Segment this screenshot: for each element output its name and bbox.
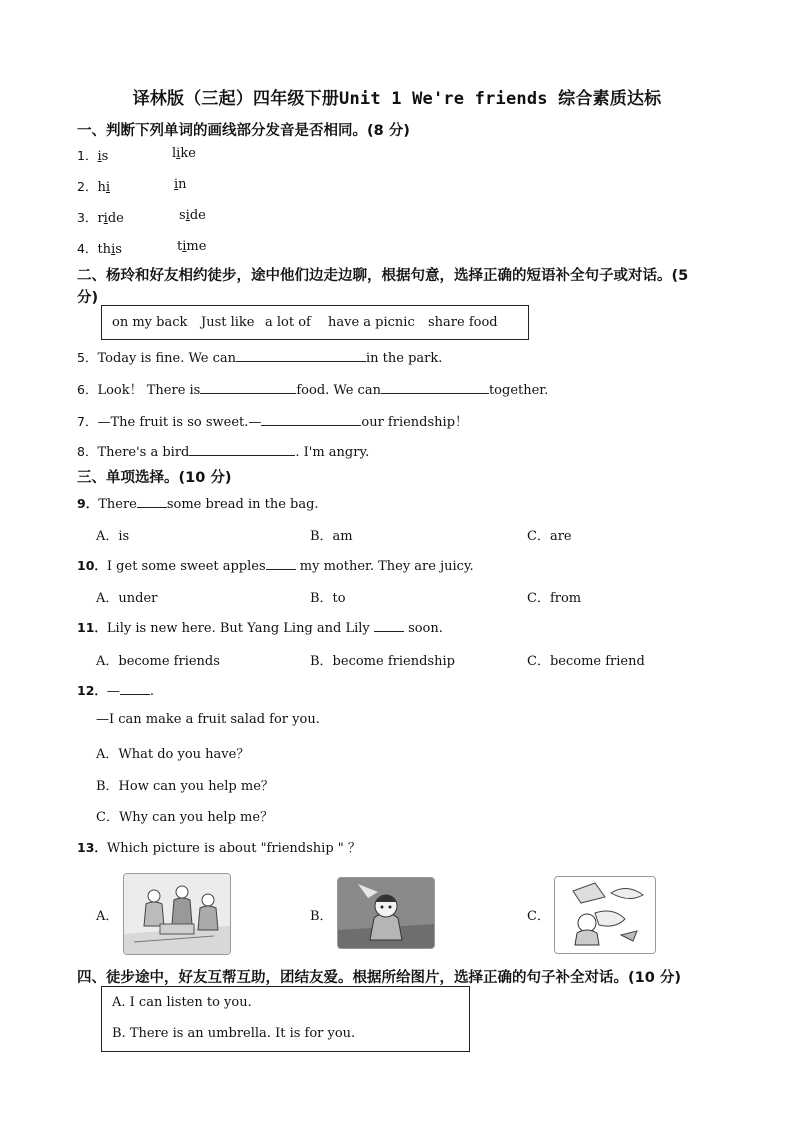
question-11: 11．Lily is new here. But Yang Ling and Lily soon.	[77, 620, 443, 636]
option-a-label: A．	[96, 909, 119, 924]
option-b-label: B．	[310, 909, 333, 924]
option-b[interactable]: B．am	[310, 529, 353, 544]
section2-heading-line2: 分)	[77, 290, 99, 306]
option-b[interactable]: B．How can you help me？	[96, 779, 274, 794]
question-9: 9．There some bread in the bag.	[77, 496, 319, 512]
question-6: 6．Look！ There is food. We can together.	[77, 382, 549, 398]
people-sitting-illustration	[124, 874, 230, 954]
question-7: 7．—The fruit is so sweet.— our friendship！	[77, 414, 469, 430]
option-a[interactable]: A．What do you have？	[96, 747, 250, 762]
option-b-picture[interactable]	[337, 877, 435, 949]
item-number: 1．	[77, 148, 98, 163]
section3-heading: 三、单项选择。(10 分)	[77, 470, 232, 486]
option-a-picture[interactable]	[123, 873, 231, 955]
answer-blank[interactable]	[374, 619, 404, 632]
option-c[interactable]: C．from	[527, 591, 582, 606]
answer-blank[interactable]	[200, 381, 296, 394]
option-c[interactable]: C．are	[527, 529, 572, 544]
word-bank-option: on my back	[112, 315, 188, 330]
cartoon-fight-illustration	[555, 877, 655, 953]
option-b[interactable]: B．to	[310, 591, 346, 606]
answer-blank[interactable]	[381, 381, 489, 394]
underlined-letter: i	[176, 146, 181, 161]
answer-blank[interactable]	[261, 413, 361, 426]
answer-blank[interactable]	[236, 349, 366, 362]
underlined-letter: i	[185, 208, 190, 223]
underlined-letter: i	[182, 239, 187, 254]
question-5: 5．Today is fine. We can in the park.	[77, 350, 443, 366]
cartoon-girl-illustration	[338, 878, 434, 948]
word-bank-option: share food	[428, 315, 498, 330]
sentence-option-b: B. There is an umbrella. It is for you.	[112, 1026, 356, 1041]
question-10: 10．I get some sweet apples my mother. They are juicy.	[77, 558, 474, 574]
answer-blank[interactable]	[137, 495, 167, 508]
underlined-letter: i	[97, 149, 102, 164]
page-title: 译林版（三起）四年级下册Unit 1 We're friends 综合素质达标	[132, 89, 662, 109]
section2-heading-line1: 二、杨玲和好友相约徒步，途中他们边走边聊，根据句意，选择正确的短语补全句子或对话。(5	[77, 268, 689, 284]
item-number: 3．	[77, 210, 98, 225]
option-c-label: C．	[527, 909, 550, 924]
option-a[interactable]: A．become friends	[96, 654, 220, 669]
question-13: 13．Which picture is about "friendship " ？	[77, 840, 361, 856]
option-c-picture[interactable]	[554, 876, 656, 954]
sentence-option-a: A. I can listen to you.	[112, 995, 252, 1010]
option-a[interactable]: A．under	[96, 591, 158, 606]
word-bank-option: a lot of	[265, 315, 311, 330]
underlined-letter: i	[105, 180, 110, 195]
underlined-letter: i	[174, 177, 179, 192]
answer-blank[interactable]	[120, 682, 150, 695]
underlined-letter: i	[111, 242, 116, 257]
word-bank-option: have a picnic	[328, 315, 415, 330]
underlined-letter: i	[103, 211, 108, 226]
section1-heading: 一、判断下列单词的画线部分发音是否相同。(8 分)	[77, 123, 410, 139]
option-a[interactable]: A．is	[96, 529, 130, 544]
item-number: 4．	[77, 241, 98, 256]
question-12: 12．— .	[77, 683, 155, 699]
answer-blank[interactable]	[189, 443, 295, 456]
option-c[interactable]: C．Why can you help me？	[96, 810, 274, 825]
section4-heading: 四、徒步途中，好友互帮互助，团结友爱。根据所给图片，选择正确的句子补全对话。(10 分)	[77, 970, 681, 986]
question-12-reply: —I can make a fruit salad for you.	[96, 712, 320, 727]
item-number: 2．	[77, 179, 98, 194]
option-b[interactable]: B．become friendship	[310, 654, 455, 669]
question-8: 8．There's a bird . I'm angry.	[77, 444, 370, 460]
answer-blank[interactable]	[266, 557, 296, 570]
word-bank-option: Just like	[201, 315, 255, 330]
option-c[interactable]: C．become friend	[527, 654, 645, 669]
